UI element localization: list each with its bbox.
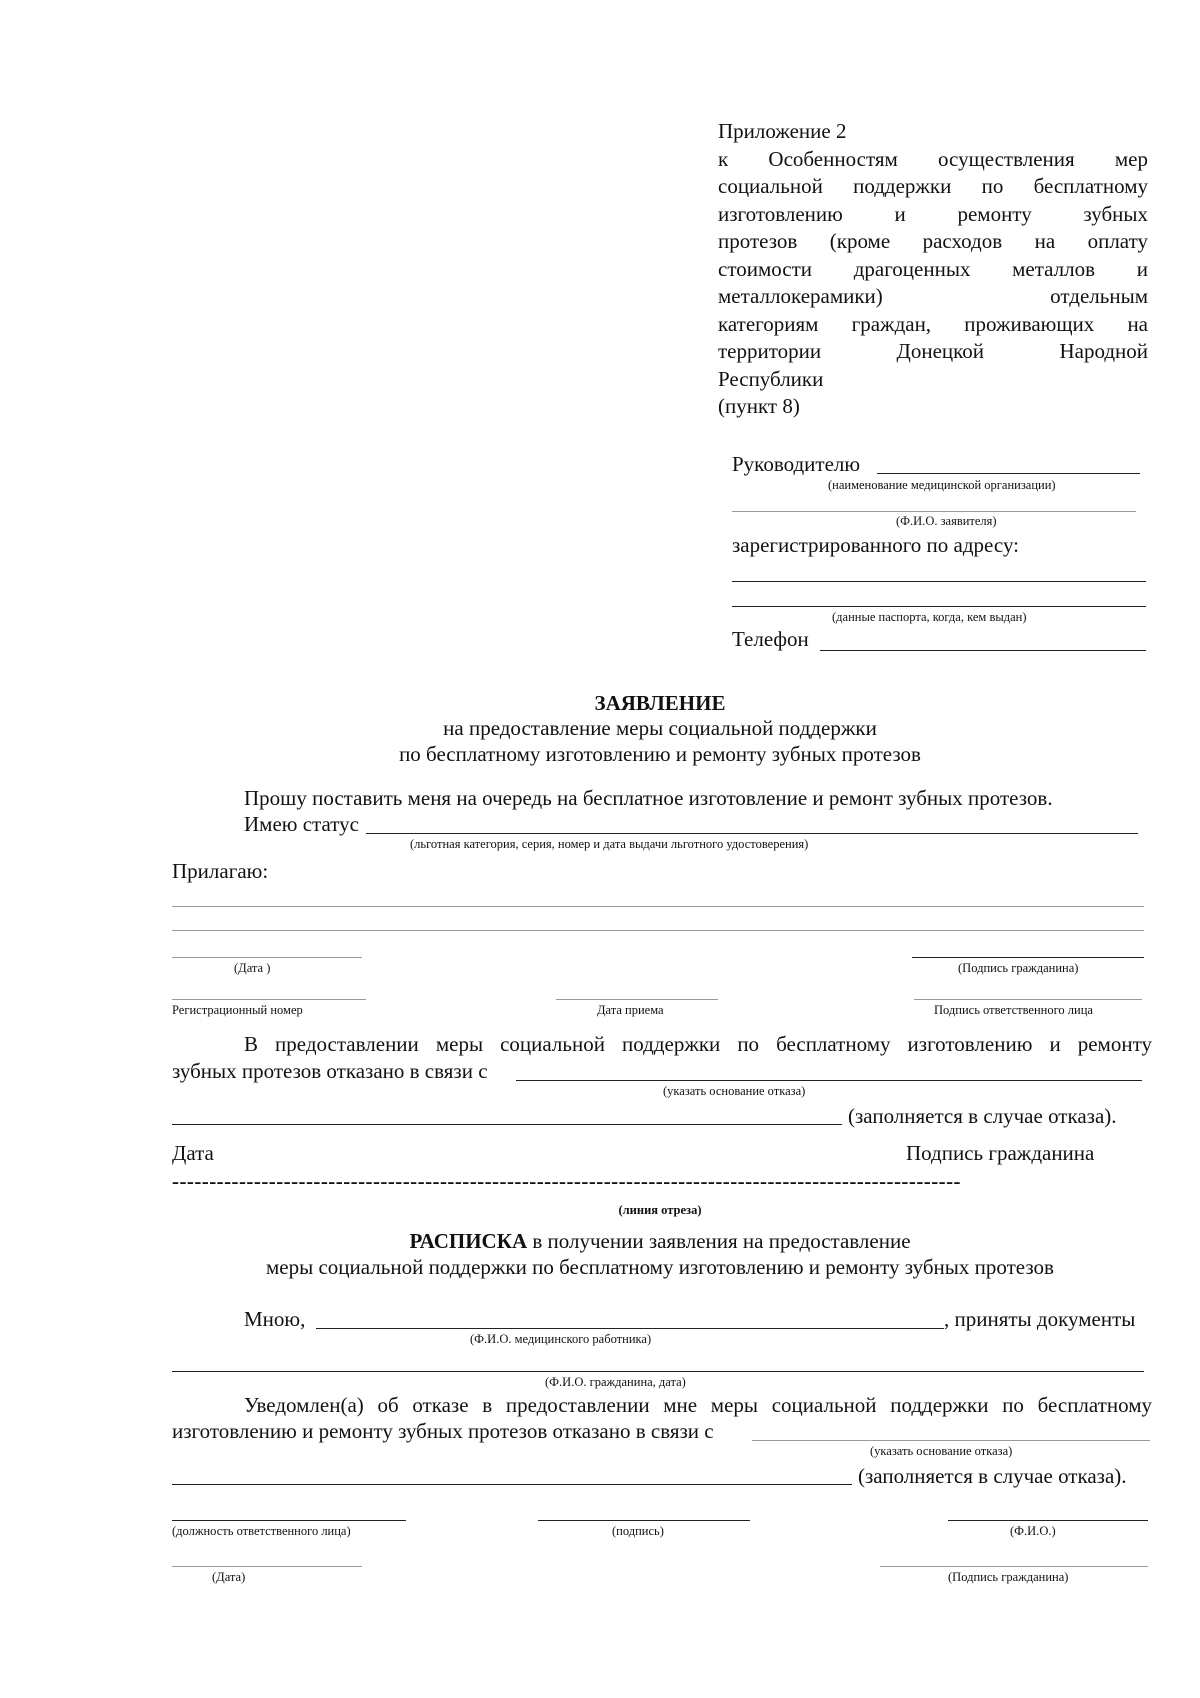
notified-reason-field-2[interactable] [172,1484,852,1485]
appendix-line: к Особенностям осуществления мер [718,146,1148,171]
receipt-subtitle: меры социальной поддержки по бесплатному изготовлению и ремонту зубных протезов [266,1255,1054,1279]
citizen-signature-hint: (Подпись гражданина) [958,961,1079,975]
receipt-citizen-signature-field[interactable] [880,1566,1148,1567]
appendix-block [718,118,1148,421]
worker-fio-field[interactable] [316,1328,944,1329]
attach-label: Прилагаю: [172,859,269,883]
passport-hint: (данные паспорта, когда, кем выдан) [832,610,1027,624]
citizen-signature-label: Подпись гражданина [906,1141,1095,1165]
appendix-line: Приложение 2 [718,119,847,143]
status-field[interactable] [366,833,1138,834]
notified-reason-field[interactable] [752,1440,1150,1441]
reg-number-label: Регистрационный номер [172,1003,303,1017]
refusal-reason-field[interactable] [516,1080,1142,1081]
receipt-fio-field[interactable] [948,1520,1148,1521]
attachments-line-1[interactable] [172,906,1144,907]
appendix-line: Республики [718,366,824,391]
appendix-line: (пункт 8) [718,394,800,418]
receipt-fill-note: (заполняется в случае отказа). [858,1464,1127,1488]
org-name-hint: (наименование медицинской организации) [828,478,1056,492]
refusal-reason-hint: (указать основание отказа) [663,1084,806,1098]
receipt-citizen-signature-hint: (Подпись гражданина) [948,1570,1069,1584]
fill-note: (заполняется в случае отказа). [848,1104,1117,1128]
appendix-line: изготовлению и ремонту зубных [718,201,1148,226]
date-received-label: Дата приема [597,1003,664,1017]
refusal-line-2: зубных протезов отказано в связи с [172,1059,488,1083]
applicant-fio-hint: (Ф.И.О. заявителя) [896,514,997,528]
appendix-line: территории Донецкой Народной [718,339,1148,363]
position-hint: (должность ответственного лица) [172,1524,351,1538]
official-signature-field[interactable] [914,999,1142,1000]
status-label: Имею статус [244,812,359,836]
appendix-line: социальной поддержки по бесплатному [718,174,1148,198]
by-me-label: Мною, [244,1307,306,1331]
applicant-fio-field[interactable] [732,511,1136,512]
statement-subtitle-2: по бесплатному изготовлению и ремонту зубных протезов [399,742,921,766]
receipt-fio-hint: (Ф.И.О.) [1010,1524,1056,1538]
receipt-title [0,1228,1200,1255]
org-name-field[interactable] [877,473,1140,474]
notified-line-1: Уведомлен(а) об отказе в предоставлении мне меры социальной поддержки по бесплатному [244,1393,1152,1417]
notified-reason-hint: (указать основание отказа) [870,1444,1013,1458]
date-received-field[interactable] [556,999,718,1000]
refusal-line-1: В предоставлении меры социальной поддержки по бесплатному изготовлению и ремонту [244,1032,1152,1056]
appendix-line: стоимости драгоценных металлов и [718,256,1148,281]
request-text: Прошу поставить меня на очередь на бесплатное изготовление и ремонт зубных протезов. [244,786,1053,810]
receipt-signature-field[interactable] [538,1520,750,1521]
date-field[interactable] [172,957,362,958]
cut-line: ---------------------------------------------------------------------------------------------------------- [172,1169,961,1193]
address-field-1[interactable] [732,581,1146,582]
receipt-date-hint: (Дата) [212,1570,246,1584]
registered-label: зарегистрированного по адресу: [732,533,1019,557]
date-hint: (Дата ) [234,961,271,975]
phone-field[interactable] [820,650,1146,651]
attachments-line-2[interactable] [172,930,1144,931]
reg-number-field[interactable] [172,999,366,1000]
receipt-date-field[interactable] [172,1566,362,1567]
appendix-line: категориям граждан, проживающих на [718,311,1148,336]
position-field[interactable] [172,1520,406,1521]
head-label: Руководителю [732,452,861,476]
citizen-signature-field[interactable] [912,957,1144,958]
official-signature-label: Подпись ответственного лица [934,1003,1093,1017]
worker-fio-hint: (Ф.И.О. медицинского работника) [470,1332,652,1346]
appendix-line: протезов (кроме расходов на оплату [718,229,1148,253]
appendix-line: металлокерамики) отдельным [718,284,1148,308]
address-field-2[interactable] [732,606,1146,607]
receipt-signature-hint: (подпись) [612,1524,664,1538]
citizen-fio-field[interactable] [172,1371,1144,1372]
statement-title: ЗАЯВЛЕНИЕ [594,691,726,715]
receipt-title-bold: РАСПИСКА [409,1229,528,1253]
citizen-fio-hint: (Ф.И.О. гражданина, дата) [545,1375,686,1389]
cut-line-label: (линия отреза) [618,1203,702,1217]
date-label: Дата [172,1141,214,1165]
receipt-title-rest: в получении заявления на предоставление [527,1229,911,1253]
status-hint: (льготная категория, серия, номер и дата выдачи льготного удостоверения) [410,837,809,851]
phone-label: Телефон [732,627,809,651]
notified-line-2: изготовлению и ремонту зубных протезов отказано в связи с [172,1419,714,1443]
refusal-reason-field-2[interactable] [172,1124,842,1125]
accepted-text: , приняты документы [944,1307,1136,1331]
statement-subtitle-1: на предоставление меры социальной поддержки [443,716,877,740]
